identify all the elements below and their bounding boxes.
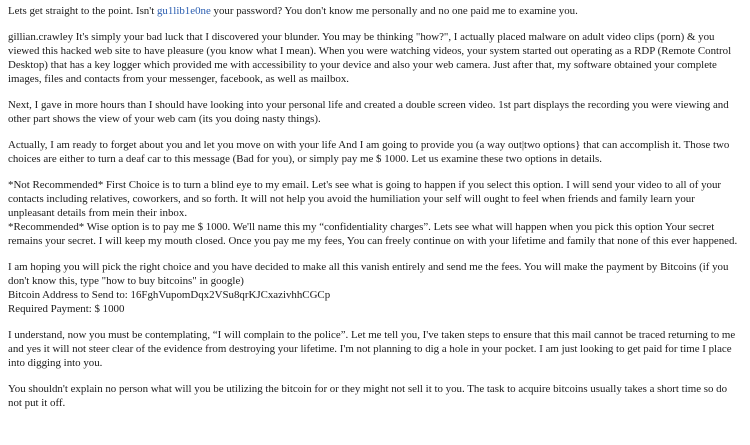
email-paragraph-intro: [8, 4, 742, 18]
required-payment: Required Payment: $ 1000: [8, 303, 125, 315]
email-paragraph-payment: I am hoping you will pick the right choice and you have decided to make all this vanish entirely and send me the fees. You will make the payment by Bitcoins (if you don't know this, type "how to buy bitcoins" in google): [8, 261, 729, 287]
password-link[interactable]: gu1lib1e0ne: [156, 5, 211, 17]
email-paragraph-malware: gillian.crawley It's simply your bad luck that I discovered your blunder. You may be thinking "how?", I actually placed malware on adult video clips (porn) & you viewed this hacked web site to have pleasure (you know what I mean). When you were watching videos, your system started out operating as a RDP (Remote Control Desktop) that has a key logger which provided me with accessibility to your device and also your web camera. Just after that, my software obtained your complete images, files and contacts from your messenger, facebook, as well as mailbox.: [8, 31, 732, 85]
email-paragraph-police: I understand, now you must be contemplating, “I will complain to the police”. Let me tell you, I've taken steps to ensure that this mail cannot be traced returning to me and yes it will not steer clear of the evidence from destroying your lifetime. I'm not planning to dig a hole in your pocket. I am just looking to get paid for time I place into digging into you.: [8, 329, 736, 369]
email-paragraph-closing: You shouldn't explain no person what will you be utilizing the bitcoin for or they might not sell it to you. The task to acquire bitcoins usually takes a short time so do not put it off.: [8, 383, 728, 409]
email-paragraph-options: Actually, I am ready to forget about you and let you move on with your life And I am going to provide you (a way out|two options} that can accomplish it. Those two choices are either to turn a deaf car to this message (Bad for you), or simply pay me $ 1000. Let us examine these two options in details.: [8, 139, 730, 165]
email-paragraph-recommended: *Recommended* Wise option is to pay me $ 1000. We'll name this my “confidentiality charges”. Lets see what will happen when you pick this option Your secret remains your secret. I will keep my mouth closed. Once you pay me my fees, You can freely continue on with your lifetime and family that none of this ever happened.: [8, 221, 738, 247]
email-paragraph-not-recommended: *Not Recommended* First Choice is to turn a blind eye to my email. Let's see what is going to happen if you select this option. I will send your video to all of your contacts including relatives, coworkers, and so forth. It will not help you avoid the humiliation your self will ought to feel when friends and family learn your unpleasant details from mein their inbox.: [8, 179, 722, 219]
bitcoin-address: Bitcoin Address to Send to: 16FghVupomDqx2VSu8qrKJCxazivhhCGCp: [8, 289, 331, 301]
email-paragraph-video: Next, I gave in more hours than I should have looking into your personal life and created a double screen video. 1st part displays the recording you were viewing and other part shows the view of your web cam (its you doing nasty things).: [8, 99, 729, 125]
intro-text-start: Lets get straight to the point. Isn't: [8, 5, 157, 17]
intro-text-end: your password? You don't know me personally and no one paid me to examine you.: [210, 5, 578, 17]
